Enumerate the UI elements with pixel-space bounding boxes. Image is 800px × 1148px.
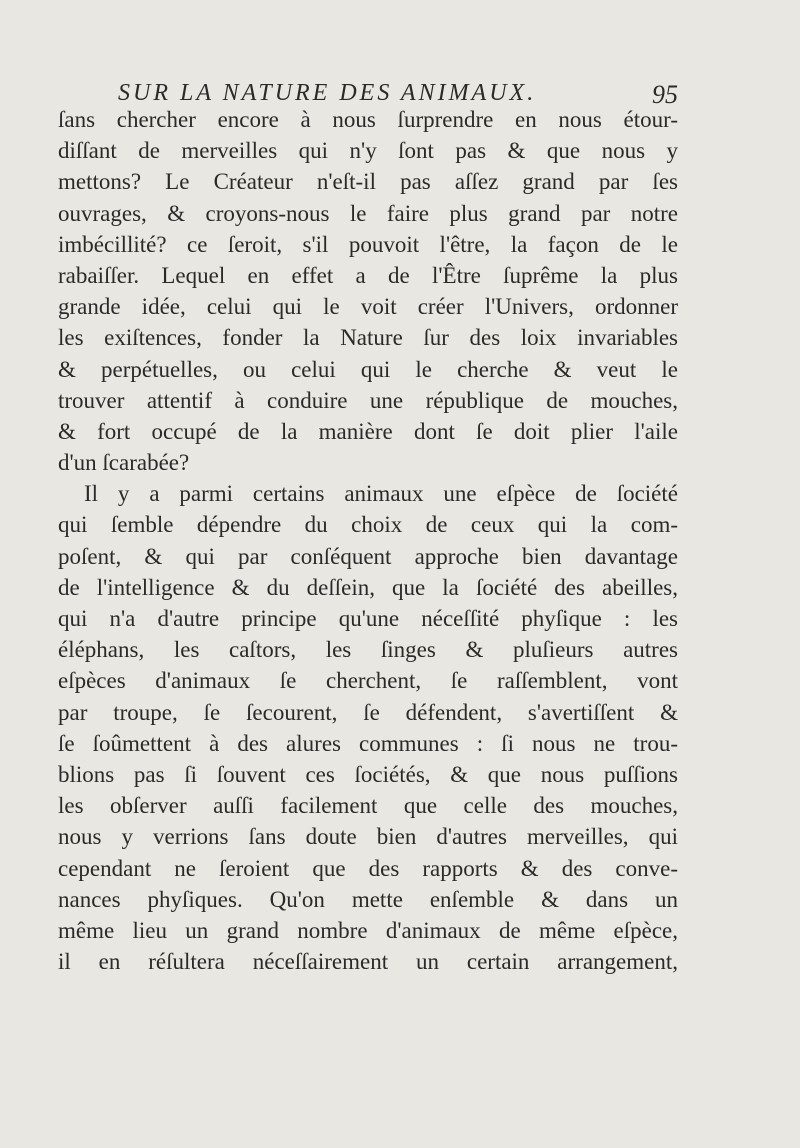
text-line: les obſerver auſſi facilement que celle des mouches, bbox=[58, 793, 678, 819]
text-line: & fort occupé de la manière dont ſe doit plier l'aile bbox=[58, 418, 678, 444]
text-line: ſe ſoûmettent à des alures communes : ſi nous ne trou- bbox=[58, 730, 678, 756]
text-line: trouver attentif à conduire une république de mouches, bbox=[58, 387, 678, 413]
running-title: SUR LA NATURE DES ANIMAUX. bbox=[118, 80, 537, 106]
text-line: cependant ne ſeroient que des rapports & des conve- bbox=[58, 855, 678, 881]
text-line: Il y a parmi certains animaux une eſpèce de ſociété bbox=[84, 481, 678, 507]
text-line: mettons? Le Créateur n'eſt-il pas aſſez grand par ſes bbox=[58, 169, 678, 195]
text-line: de l'intelligence & du deſſein, que la ſociété des abeilles, bbox=[58, 574, 678, 600]
text-line: & perpétuelles, ou celui qui le cherche & veut le bbox=[58, 356, 678, 382]
text-line: les exiſtences, fonder la Nature ſur des loix invariables bbox=[58, 325, 678, 351]
text-line: poſent, & qui par conſéquent approche bien davantage bbox=[58, 543, 678, 569]
page-number: 95 bbox=[652, 80, 678, 109]
text-line: rabaiſſer. Lequel en effet a de l'Être ſuprême la plus bbox=[58, 262, 678, 288]
text-line: qui ſemble dépendre du choix de ceux qui la com- bbox=[58, 512, 678, 538]
paragraph bbox=[58, 478, 678, 977]
text-line: nous y verrions ſans doute bien d'autres merveilles, qui bbox=[58, 824, 678, 850]
text-line: d'un ſcarabée? bbox=[58, 450, 190, 476]
text-line: grande idée, celui qui le voit créer l'Univers, ordonner bbox=[58, 294, 678, 320]
text-line: imbécillité? ce ſeroit, s'il pouvoit l'être, la façon de le bbox=[58, 231, 678, 257]
text-line: par troupe, ſe ſecourent, ſe défendent, s'avertiſſent & bbox=[58, 699, 678, 725]
text-line: diſſant de merveilles qui n'y ſont pas & que nous y bbox=[58, 138, 678, 164]
text-line: nances phyſiques. Qu'on mette enſemble & dans un bbox=[58, 886, 678, 912]
body-text bbox=[58, 104, 678, 977]
text-line: même lieu un grand nombre d'animaux de même eſpèce, bbox=[58, 917, 678, 943]
paragraph bbox=[58, 104, 678, 478]
text-line: ſans chercher encore à nous ſurprendre en nous étour- bbox=[58, 107, 678, 132]
text-line: ouvrages, & croyons-nous le faire plus grand par notre bbox=[58, 200, 678, 226]
text-line: blions pas ſi ſouvent ces ſociétés, & que nous puſſions bbox=[58, 761, 678, 787]
text-line: éléphans, les caſtors, les ſinges & pluſieurs autres bbox=[58, 637, 678, 663]
text-line: eſpèces d'animaux ſe cherchent, ſe raſſemblent, vont bbox=[58, 668, 678, 694]
text-line: il en réſultera néceſſairement un certain arrangement, bbox=[58, 949, 678, 975]
text-line: qui n'a d'autre principe qu'une néceſſité phyſique : les bbox=[58, 606, 678, 631]
